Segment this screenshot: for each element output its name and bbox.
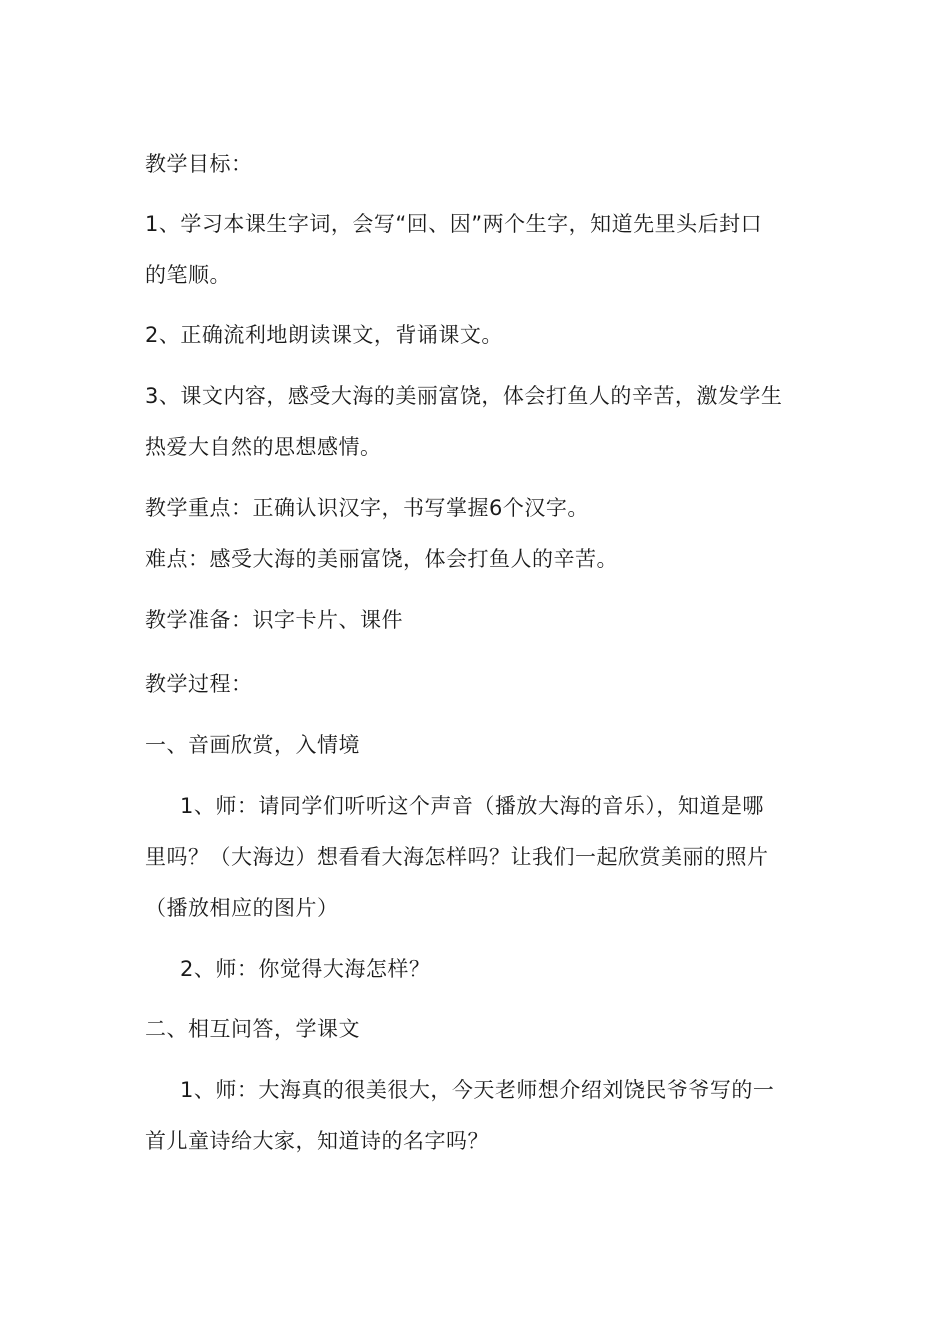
process-heading: 教学过程： [145, 672, 253, 696]
preparation: 教学准备：识字卡片、课件 [145, 608, 403, 632]
s1-item-2: 2、师：你觉得大海怎样？ [180, 957, 431, 981]
objective-1-line-1: 1、学习本课生字词，会写“回、因”两个生字，知道先里头后封口 [145, 212, 763, 236]
s1-item-1-line-3: （播放相应的图片） [145, 896, 339, 920]
s2-item-1-line-1: 1、师：大海真的很美很大，今天老师想介绍刘饶民爷爷写的一 [180, 1078, 775, 1102]
objective-3-line-1: 3、课文内容，感受大海的美丽富饶，体会打鱼人的辛苦，激发学生 [145, 384, 783, 408]
section-2-heading: 二、相互问答，学课文 [145, 1017, 360, 1041]
key-points: 教学重点：正确认识汉字，书写掌握6个汉字。 [145, 496, 589, 520]
s1-item-1-line-1: 1、师：请同学们听听这个声音（播放大海的音乐），知道是哪 [180, 794, 764, 818]
objective-3-line-2: 热爱大自然的思想感情。 [145, 435, 382, 459]
difficulties: 难点：感受大海的美丽富饶，体会打鱼人的辛苦。 [145, 547, 618, 571]
objective-1-line-2: 的笔顺。 [145, 263, 231, 287]
objective-2: 2、正确流利地朗读课文，背诵课文。 [145, 323, 503, 347]
section-1-heading: 一、音画欣赏，入情境 [145, 733, 360, 757]
s1-item-1-line-2: 里吗？（大海边）想看看大海怎样吗？让我们一起欣赏美丽的照片 [145, 845, 769, 869]
s2-item-1-line-2: 首儿童诗给大家，知道诗的名字吗？ [145, 1129, 489, 1153]
objectives-heading: 教学目标： [145, 152, 253, 176]
